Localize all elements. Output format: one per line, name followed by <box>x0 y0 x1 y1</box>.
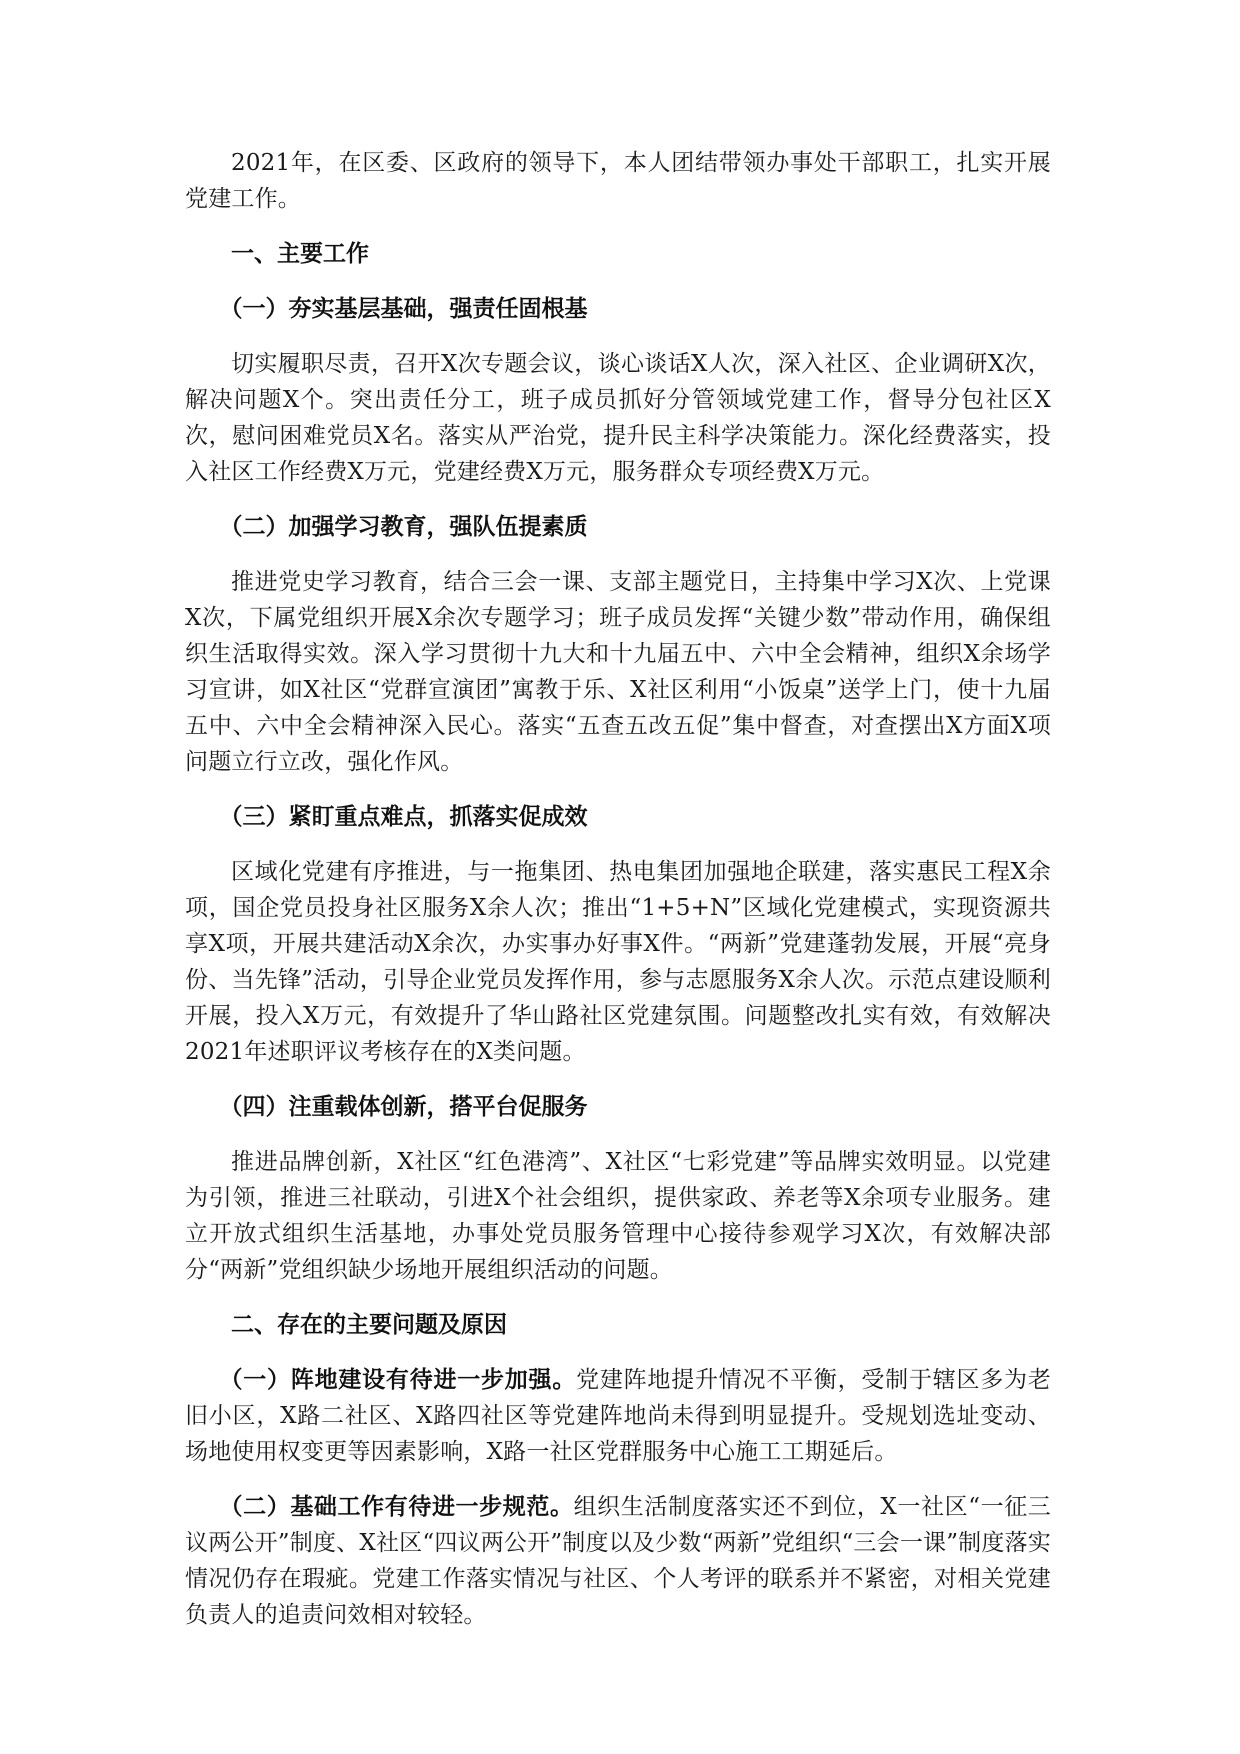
issue-paragraph-2 <box>185 1489 1051 1633</box>
intro-paragraph: 2021年，在区委、区政府的领导下，本人团结带领办事处干部职工，扎实开展党建工作。 <box>185 150 1051 212</box>
subsection-heading-4: （四）注重载体创新，搭平台促服务 <box>219 1093 588 1120</box>
section-heading-main-work: 一、主要工作 <box>231 240 369 267</box>
subsection-body-1: 切实履职尽责，召开X次专题会议，谈心谈话X人次，深入社区、企业调研X次，解决问题X个。突出责任分工，班子成员抓好分管领域党建工作，督导分包社区X次，慰问困难党员X名。落实从严治党，提升民主科学决策能力。深化经费落实，投入社区工作经费X万元，党建经费X万元，服务群众专项经费X万元。 <box>185 351 1051 485</box>
subsection-body-3: 区域化党建有序推进，与一拖集团、热电集团加强地企联建，落实惠民工程X余项，国企党员投身社区服务X余人次；推出“1+5+N”区域化党建模式，实现资源共享X项，开展共建活动X余次，办实事办好事X件。“两新”党建蓬勃发展，开展“亮身份、当先锋”活动，引导企业党员发挥作用，参与志愿服务X余人次。示范点建设顺利开展，投入X万元，有效提升了华山路社区党建氛围。问题整改扎实有效，有效解决2021年述职评议考核存在的X类问题。 <box>185 859 1051 1065</box>
section-heading-problems: 二、存在的主要问题及原因 <box>231 1311 507 1338</box>
subsection-body-4: 推进品牌创新，X社区“红色港湾”、X社区“七彩党建”等品牌实效明显。以党建为引领，推进三社联动，引进X个社会组织，提供家政、养老等X余项专业服务。建立开放式组织生活基地，办事处党员服务管理中心接待参观学习X次，有效解决部分“两新”党组织缺少场地开展组织活动的问题。 <box>185 1149 1051 1283</box>
subsection-heading-2: （二）加强学习教育，强队伍提素质 <box>219 513 588 540</box>
issue-body-1: 党建阵地提升情况不平衡，受制于辖区多为老旧小区，X路二社区、X路四社区等党建阵地尚未得到明显提升。受规划选址变动、场地使用权变更等因素影响，X路一社区党群服务中心施工工期延后。 <box>185 1367 1052 1465</box>
subsection-body-2: 推进党史学习教育，结合三会一课、支部主题党日，主持集中学习X次、上党课X次，下属党组织开展X余次专题学习；班子成员发挥“关键少数”带动作用，确保组织生活取得实效。深入学习贯彻十九大和十九届五中、六中全会精神，组织X余场学习宣讲，如X社区“党群宣演团”寓教于乐、X社区利用“小饭桌”送学上门，使十九届五中、六中全会精神深入民心。落实“五查五改五促”集中督查，对查摆出X方面X项问题立行立改，强化作风。 <box>185 569 1051 775</box>
document-page <box>185 145 1051 1652</box>
issue-lead-2: （二）基础工作有待进一步规范。 <box>219 1493 574 1520</box>
subsection-heading-1: （一）夯实基层基础，强责任固根基 <box>219 295 588 322</box>
issue-lead-1: （一）阵地建设有待进一步加强。 <box>219 1366 577 1393</box>
issue-paragraph-1 <box>185 1362 1051 1470</box>
issue-body-2: 组织生活制度落实还不到位，X一社区“一征三议两公开”制度、X社区“四议两公开”制度以及少数“两新”党组织“三会一课”制度落实情况仍存在瑕疵。党建工作落实情况与社区、个人考评的联系并不紧密，对相关党建负责人的追责问效相对较轻。 <box>185 1494 1051 1628</box>
subsection-heading-3: （三）紧盯重点难点，抓落实促成效 <box>219 803 588 830</box>
